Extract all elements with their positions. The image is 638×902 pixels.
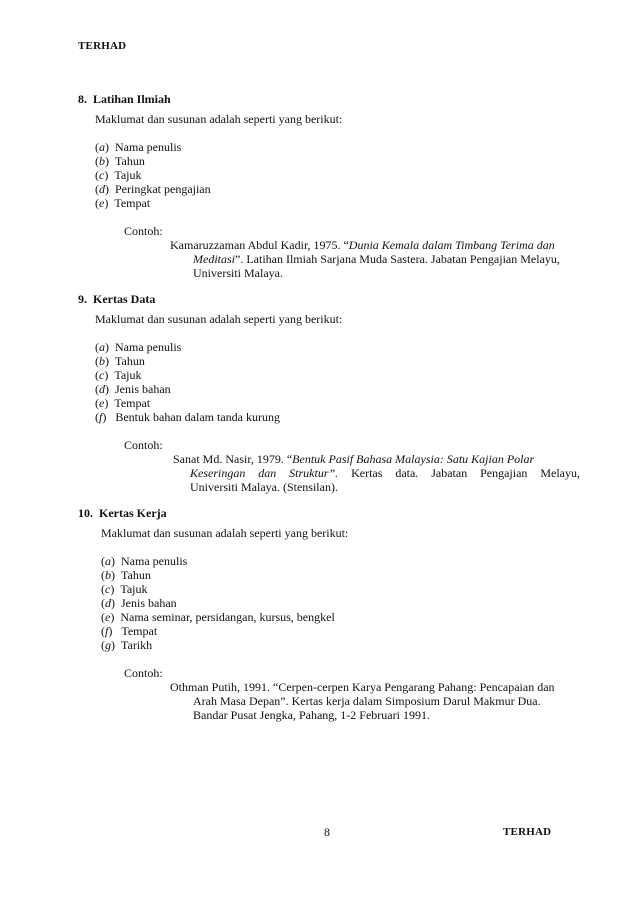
header-label: TERHAD: [78, 40, 127, 52]
section-title-text: Kertas Data: [93, 292, 156, 306]
list-text: Nama penulis: [115, 140, 182, 154]
list-item: (c) Tajuk: [95, 168, 142, 182]
section-number: 8.: [78, 92, 87, 106]
example-title: Meditasi: [193, 252, 235, 266]
example-text: data.: [395, 466, 419, 480]
section-title-kertas-data: [78, 292, 155, 307]
list-letter: d: [99, 182, 105, 196]
example-label: Contoh:: [124, 666, 163, 680]
list-item: (b) Tahun: [101, 568, 151, 582]
list-text: Bentuk bahan dalam tanda kurung: [115, 410, 280, 424]
list-text: Tajuk: [114, 368, 142, 382]
list-letter: a: [99, 340, 105, 354]
list-text: Jenis bahan: [115, 382, 171, 396]
example-line: Arah Masa Depan”. Kertas kerja dalam Simposium Darul Makmur Dua.: [193, 694, 541, 708]
list-letter: f: [99, 410, 103, 424]
example-label: Contoh:: [124, 438, 163, 452]
list-text: Jenis bahan: [121, 596, 177, 610]
list-item: (e) Tempat: [95, 196, 151, 210]
example-text: ”. Latihan Ilmiah Sarjana Muda Sastera. Jabatan Pengajian Melayu,: [235, 252, 560, 266]
list-letter: c: [105, 582, 111, 596]
list-text: Tempat: [114, 396, 151, 410]
example-title: dan: [258, 466, 277, 480]
section-number: 9.: [78, 292, 87, 306]
example-text: Sanat Md. Nasir, 1979. “: [173, 452, 293, 466]
example-title: Bentuk Pasif Bahasa Malaysia: Satu Kajian Polar: [292, 452, 535, 466]
list-item: (c) Tajuk: [101, 582, 148, 596]
example-label: Contoh:: [124, 224, 163, 238]
list-letter: a: [105, 554, 111, 568]
example-text: Pengajian: [480, 466, 528, 480]
section-intro: Maklumat dan susunan adalah seperti yang berikut:: [95, 112, 343, 126]
example-text: Kamaruzzaman Abdul Kadir, 1975. “: [170, 238, 349, 252]
list-item: (a) Nama penulis: [101, 554, 188, 568]
example-line: [193, 252, 560, 266]
example-title: Dunia Kemala dalam Timbang Terima dan: [348, 238, 555, 252]
section-intro: Maklumat dan susunan adalah seperti yang berikut:: [95, 312, 343, 326]
example-text: Jabatan: [431, 466, 468, 480]
list-item: (f) Tempat: [101, 624, 158, 638]
list-text: Tempat: [121, 624, 158, 638]
list-text: Tahun: [115, 354, 145, 368]
section-title-text: Kertas Kerja: [99, 506, 167, 520]
list-item: (c) Tajuk: [95, 368, 142, 382]
list-text: Tahun: [115, 154, 145, 168]
section-title-text: Latihan Ilmiah: [93, 92, 171, 106]
list-item: (e) Nama seminar, persidangan, kursus, bengkel: [101, 610, 335, 624]
list-letter: c: [99, 368, 105, 382]
list-item: (e) Tempat: [95, 396, 151, 410]
section-title-latihan-ilmiah: [78, 92, 171, 107]
example-line: Universiti Malaya. (Stensilan).: [190, 480, 338, 494]
list-letter: f: [105, 624, 109, 638]
list-letter: c: [99, 168, 105, 182]
list-letter: b: [105, 568, 111, 582]
list-letter: e: [99, 396, 105, 410]
example-line: Othman Putih, 1991. “Cerpen-cerpen Karya Pengarang Pahang: Pencapaian dan: [170, 680, 555, 694]
list-item: (f) Bentuk bahan dalam tanda kurung: [95, 410, 280, 424]
example-text: Melayu,: [540, 466, 580, 480]
list-item: (a) Nama penulis: [95, 140, 182, 154]
list-letter: d: [105, 596, 111, 610]
list-text: Tajuk: [120, 582, 148, 596]
list-letter: b: [99, 354, 105, 368]
list-item: (b) Tahun: [95, 354, 145, 368]
list-text: Nama penulis: [121, 554, 188, 568]
list-item: (g) Tarikh: [101, 638, 153, 652]
example-line: [170, 238, 555, 252]
list-letter: e: [99, 196, 105, 210]
list-item: (d) Peringkat pengajian: [95, 182, 211, 196]
list-item: (d) Jenis bahan: [101, 596, 177, 610]
example-title: Struktur”.: [289, 466, 339, 480]
list-text: Peringkat pengajian: [115, 182, 211, 196]
footer-label: TERHAD: [503, 826, 552, 838]
list-text: Tajuk: [114, 168, 142, 182]
list-letter: g: [105, 638, 111, 652]
list-text: Tarikh: [121, 638, 153, 652]
list-letter: b: [99, 154, 105, 168]
page-number: 8: [324, 825, 330, 839]
list-text: Tahun: [121, 568, 151, 582]
list-text: Nama seminar, persidangan, kursus, bengkel: [120, 610, 335, 624]
section-title-kertas-kerja: [78, 506, 167, 521]
list-text: Tempat: [114, 196, 151, 210]
list-item: (a) Nama penulis: [95, 340, 182, 354]
list-item: (d) Jenis bahan: [95, 382, 171, 396]
list-letter: a: [99, 140, 105, 154]
list-letter: e: [105, 610, 111, 624]
list-text: Nama penulis: [115, 340, 182, 354]
example-line: Bandar Pusat Jengka, Pahang, 1-2 Februari 1991.: [193, 708, 430, 722]
example-line: [190, 466, 580, 480]
list-letter: d: [99, 382, 105, 396]
list-item: (b) Tahun: [95, 154, 145, 168]
example-text: Kertas: [351, 466, 383, 480]
example-line: [173, 452, 534, 466]
section-number: 10.: [78, 506, 93, 520]
example-title: Keseringan: [190, 466, 246, 480]
section-intro: Maklumat dan susunan adalah seperti yang berikut:: [101, 526, 349, 540]
example-line: Universiti Malaya.: [193, 266, 283, 280]
